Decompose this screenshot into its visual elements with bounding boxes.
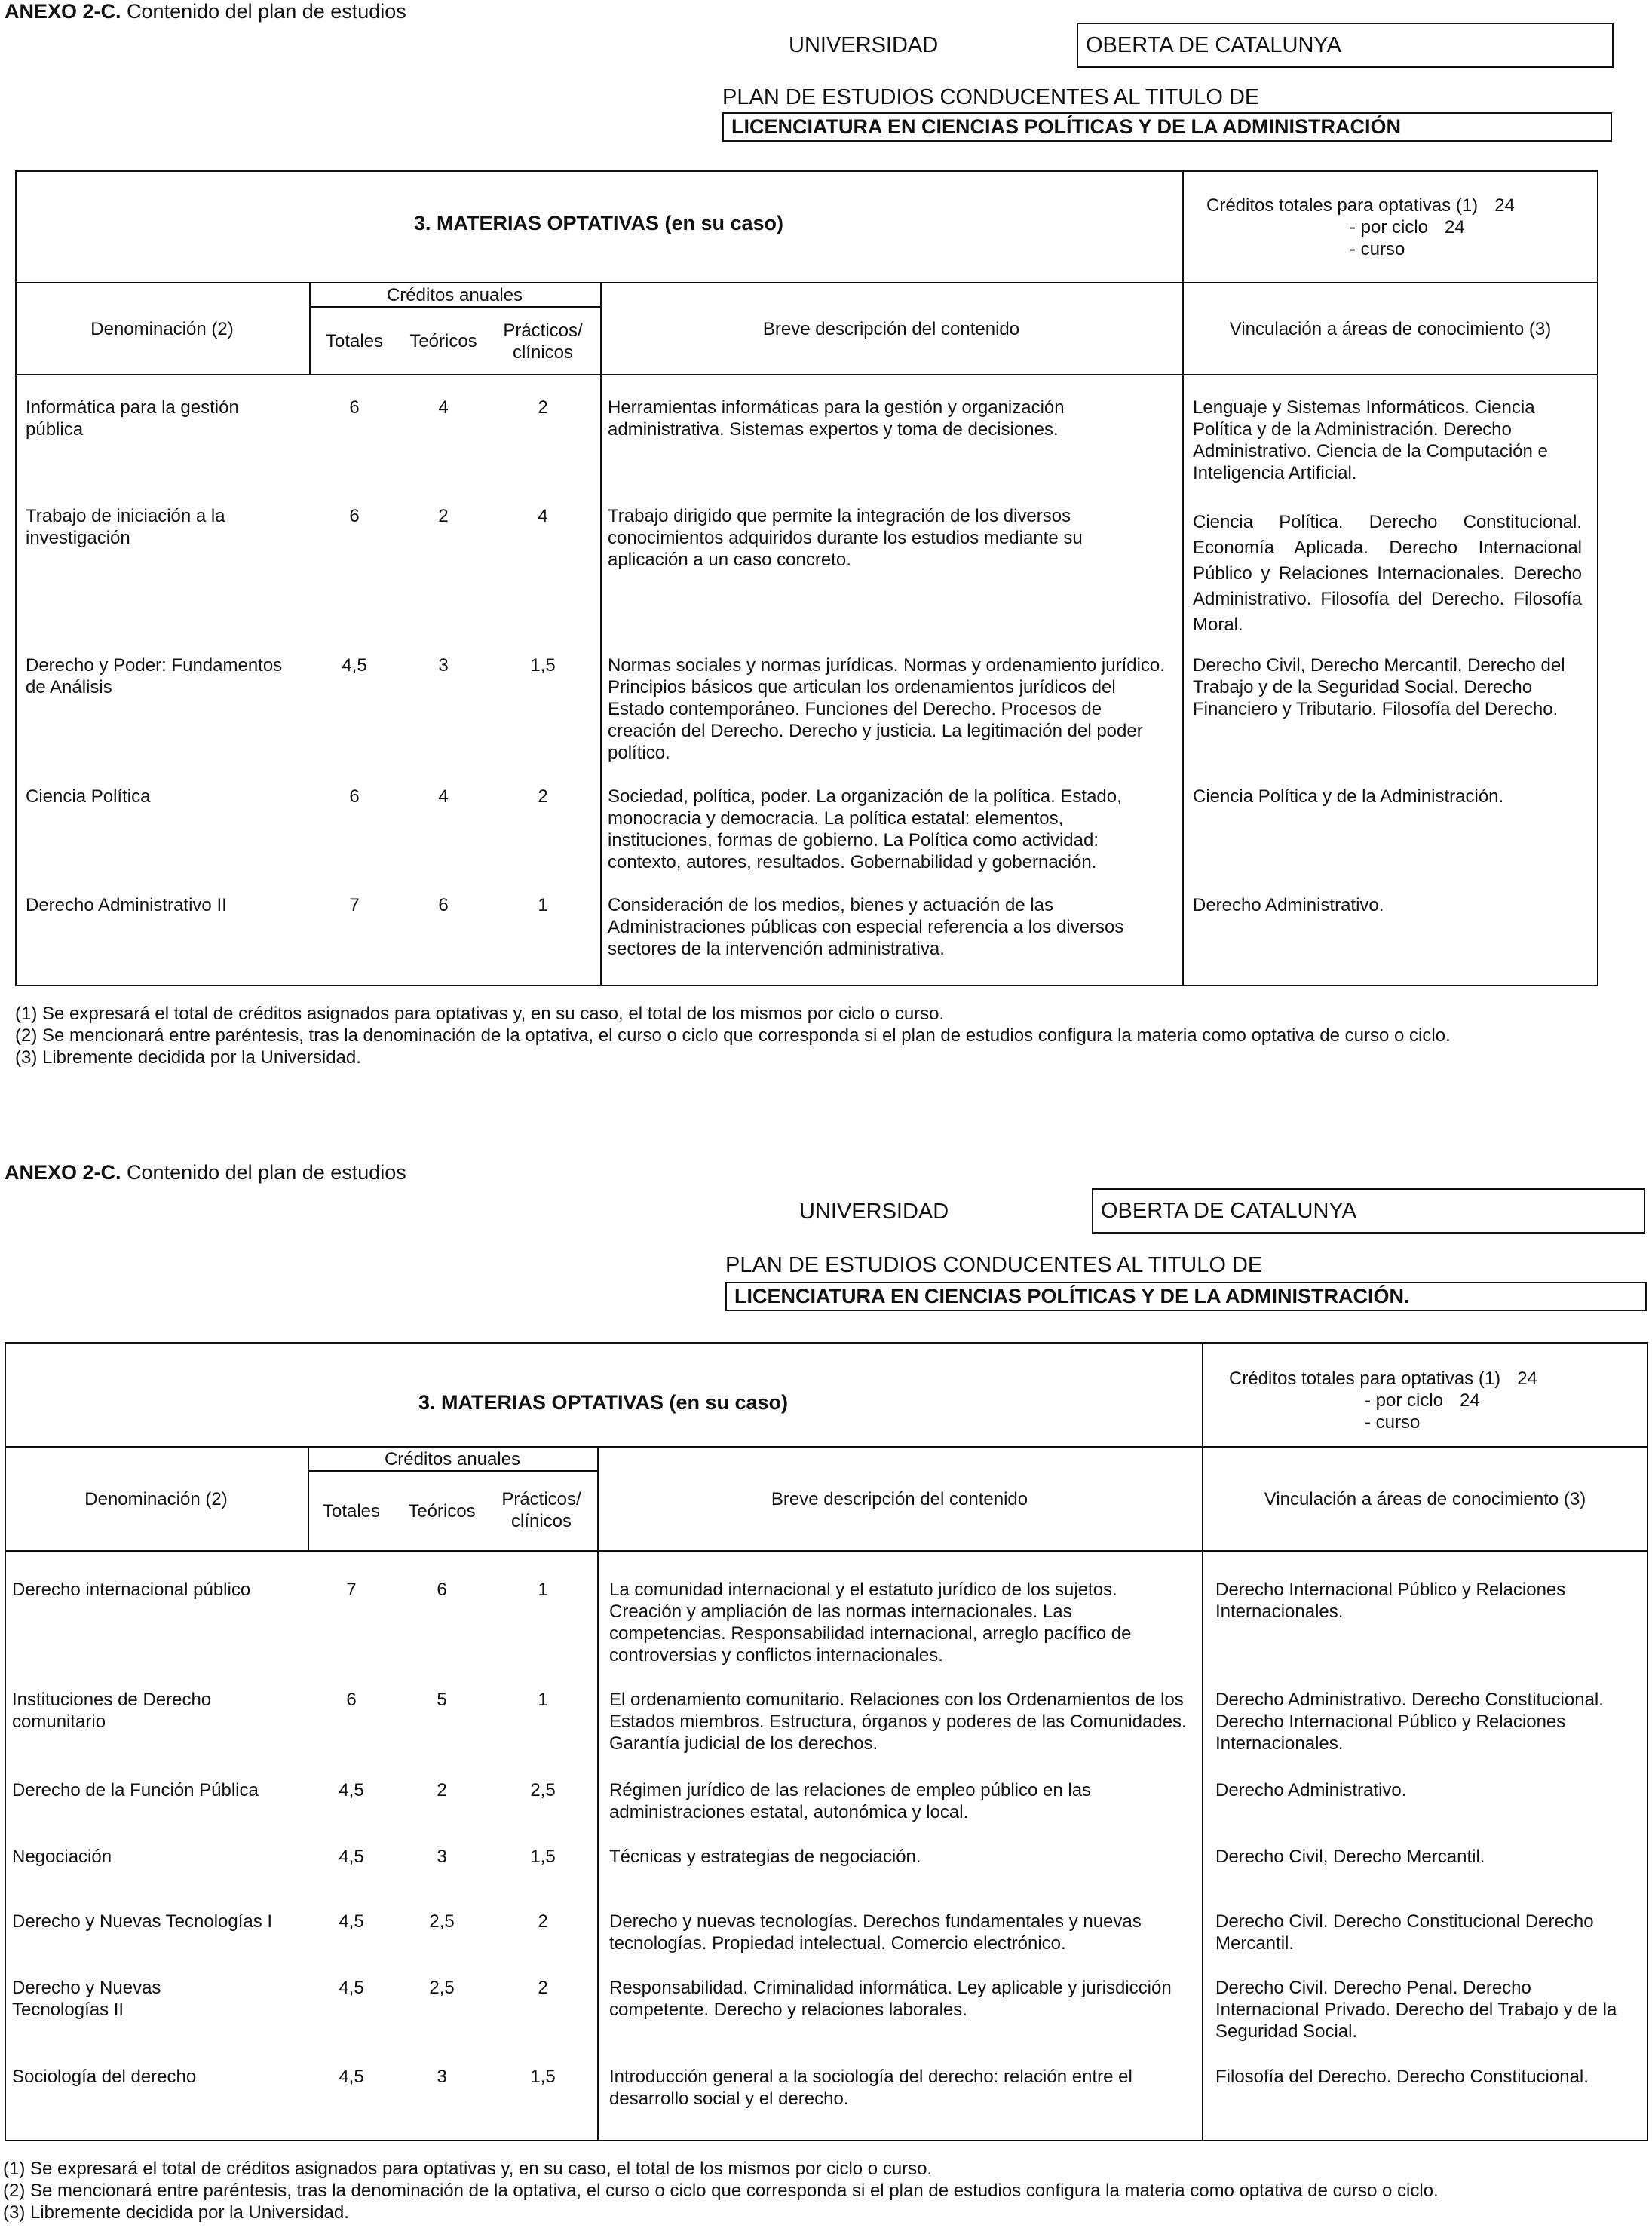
- row-practicos: 2: [538, 1911, 548, 1932]
- row-teoricos: 5: [437, 1690, 447, 1710]
- row-totales: 6: [349, 786, 360, 807]
- row-description: Sociedad, política, poder. La organización de la política. Estado, monocracia y democracia. La política estatal: elementos, instituciones, formas de gobierno. La Política como actividad: contexto, autores, resultados. Gobernabilidad y gobernación.: [608, 786, 1122, 872]
- annex-subtitle: Contenido del plan de estudios: [121, 1161, 406, 1184]
- plan-label: PLAN DE ESTUDIOS CONDUCENTES AL TITULO DE: [722, 85, 1260, 109]
- row-areas: Derecho Civil. Derecho Constitucional Derecho Mercantil.: [1215, 1911, 1594, 1954]
- row-totales: 4,5: [339, 1780, 364, 1800]
- row-practicos: 2: [538, 1978, 548, 1998]
- header-denominacion: Denominación (2): [90, 319, 234, 339]
- row-teoricos: 4: [438, 786, 449, 807]
- header-creditos-anuales: Créditos anuales: [386, 285, 523, 305]
- row-name: Instituciones de Derecho comunitario: [12, 1690, 212, 1732]
- per-cycle-value: 24: [1460, 1390, 1480, 1411]
- credits-value: 24: [1517, 1368, 1537, 1389]
- row-areas: Derecho Administrativo. Derecho Constitucional. Derecho Internacional Público y Relaciones Internacionales.: [1215, 1690, 1604, 1754]
- header-totales: Totales: [325, 331, 384, 351]
- footnote-1: (1) Se expresará el total de créditos asignados para optativas y, en su caso, el total de los mismos por ciclo o curso.: [15, 1004, 945, 1024]
- degree-title-box: LICENCIATURA EN CIENCIAS POLÍTICAS Y DE LA ADMINISTRACIÓN.: [725, 1282, 1647, 1311]
- row-areas: Ciencia Política y de la Administración.: [1193, 786, 1504, 807]
- credits-label: Créditos totales para optativas (1): [1206, 195, 1479, 216]
- section-title: 3. MATERIAS OPTATIVAS (en su caso): [418, 1391, 789, 1414]
- row-name: Derecho y Nuevas Tecnologías I: [12, 1911, 273, 1932]
- header-denominacion: Denominación (2): [84, 1489, 228, 1509]
- per-course-label: - curso: [1365, 1412, 1421, 1433]
- row-totales: 6: [346, 1690, 357, 1710]
- annex-subtitle: Contenido del plan de estudios: [121, 0, 406, 23]
- row-name: Derecho Administrativo II: [26, 895, 227, 915]
- row-areas: Derecho Civil. Derecho Penal. Derecho Internacional Privado. Derecho del Trabajo y de la Seguridad Social.: [1215, 1978, 1617, 2042]
- university-name-box: OBERTA DE CATALUNYA: [1092, 1188, 1645, 1234]
- row-areas: Derecho Internacional Público y Relaciones Internacionales.: [1215, 1580, 1566, 1622]
- per-cycle-label: - por ciclo: [1350, 217, 1429, 238]
- row-practicos: 1: [538, 895, 548, 915]
- university-label: UNIVERSIDAD: [799, 1200, 949, 1224]
- row-totales: 4,5: [342, 655, 367, 676]
- credits-label: Créditos totales para optativas (1): [1229, 1368, 1501, 1389]
- per-cycle-label: - por ciclo: [1365, 1390, 1444, 1411]
- row-description: Responsabilidad. Criminalidad informática. Ley aplicable y jurisdicción competente. Derecho y relaciones laborales.: [609, 1978, 1172, 2020]
- row-teoricos: 2: [437, 1780, 447, 1800]
- row-name: Trabajo de iniciación a la investigación: [26, 506, 225, 548]
- header-vinculacion: Vinculación a áreas de conocimiento (3): [1229, 319, 1552, 339]
- annex-label: ANEXO 2-C.: [5, 0, 121, 23]
- row-practicos: 2: [538, 786, 548, 807]
- per-cycle-value: 24: [1445, 217, 1465, 238]
- row-name: Derecho y Nuevas Tecnologías II: [12, 1978, 161, 2020]
- footnote-3: (3) Libremente decidida por la Universidad.: [3, 2202, 349, 2223]
- header-practicos: Prácticos/ clínicos: [501, 1489, 581, 1531]
- row-totales: 7: [349, 895, 360, 915]
- row-areas: Derecho Civil, Derecho Mercantil, Derecho del Trabajo y de la Seguridad Social. Derecho Financiero y Tributario. Filosofía del Derecho.: [1193, 655, 1565, 719]
- row-practicos: 1: [538, 1580, 548, 1600]
- footnotes: [3, 2158, 1624, 2223]
- footnote-2: (2) Se mencionará entre paréntesis, tras la denominación de la optativa, el curso o ciclo que corresponda si el plan de estudios configura la materia como optativa de curso o ciclo.: [3, 2180, 1439, 2201]
- row-totales: 6: [349, 506, 360, 526]
- row-description: La comunidad internacional y el estatuto jurídico de los sujetos. Creación y ampliación de las normas internacionales. Las competencias. Responsabilidad internacional, arreglo pacífico de controversias y conflictos internacionales.: [609, 1580, 1132, 1666]
- row-description: Trabajo dirigido que permite la integración de los diversos conocimientos adquiridos durante los estudios mediante su aplicación a un caso concreto.: [608, 506, 1083, 570]
- row-teoricos: 2,5: [429, 1911, 455, 1932]
- row-areas: Derecho Administrativo.: [1215, 1780, 1407, 1800]
- row-practicos: 1,5: [530, 655, 556, 676]
- per-course-label: - curso: [1350, 239, 1405, 259]
- credits-value: 24: [1494, 195, 1515, 216]
- row-description: Régimen jurídico de las relaciones de empleo público en las administraciones estatal, autonómica y local.: [609, 1780, 1092, 1822]
- row-name: Derecho de la Función Pública: [12, 1780, 259, 1800]
- header-descripcion: Breve descripción del contenido: [771, 1489, 1028, 1509]
- row-teoricos: 2,5: [429, 1978, 455, 1998]
- row-teoricos: 6: [438, 895, 449, 915]
- row-practicos: 1,5: [530, 2067, 556, 2087]
- row-name: Derecho internacional público: [12, 1580, 251, 1600]
- row-areas: Ciencia Política. Derecho Constitucional. Economía Aplicada. Derecho Internacional Público y Relaciones Internacionales. Derecho Administrativo. Filosofía del Derecho. Filosofía Moral.: [1193, 512, 1582, 635]
- row-description: Introducción general a la sociología del derecho: relación entre el desarrollo social y el derecho.: [609, 2067, 1132, 2109]
- row-totales: 4,5: [339, 2067, 364, 2087]
- header-teoricos: Teóricos: [409, 331, 477, 351]
- footnotes: [15, 1003, 1636, 1068]
- section-title: 3. MATERIAS OPTATIVAS (en su caso): [413, 212, 784, 234]
- header-creditos-anuales: Créditos anuales: [384, 1449, 521, 1469]
- annex-heading: [5, 1161, 406, 1184]
- annex-heading: [5, 0, 406, 23]
- row-name: Informática para la gestión pública: [26, 397, 239, 440]
- row-description: Técnicas y estrategias de negociación.: [609, 1846, 921, 1867]
- annex-label: ANEXO 2-C.: [5, 1161, 121, 1184]
- row-totales: 4,5: [339, 1978, 364, 1998]
- row-practicos: 4: [538, 506, 548, 526]
- header-descripcion: Breve descripción del contenido: [762, 319, 1020, 339]
- row-teoricos: 6: [437, 1580, 447, 1600]
- row-areas: Lenguaje y Sistemas Informáticos. Ciencia Política y de la Administración. Derecho Administrativo. Ciencia de la Computación e Inteligencia Artificial.: [1193, 397, 1548, 483]
- row-teoricos: 4: [438, 397, 449, 418]
- row-teoricos: 3: [437, 1846, 447, 1867]
- row-practicos: 1,5: [530, 1846, 556, 1867]
- credits-block: [1206, 195, 1583, 260]
- degree-title-box: LICENCIATURA EN CIENCIAS POLÍTICAS Y DE LA ADMINISTRACIÓN: [722, 112, 1612, 142]
- row-name: Negociación: [12, 1846, 112, 1867]
- row-areas: Filosofía del Derecho. Derecho Constitucional.: [1215, 2067, 1589, 2087]
- row-name: Sociología del derecho: [12, 2067, 197, 2087]
- row-description: Normas sociales y normas jurídicas. Normas y ordenamiento jurídico. Principios básicos que articulan los ordenamientos jurídicos del Estado contemporáneo. Funciones del Derecho. Procesos de creación del Derecho. Derecho y justicia. La legitimación del poder político.: [608, 655, 1165, 763]
- row-name: Derecho y Poder: Fundamentos de Análisis: [26, 655, 283, 697]
- header-vinculacion: Vinculación a áreas de conocimiento (3): [1264, 1489, 1586, 1509]
- footnote-2: (2) Se mencionará entre paréntesis, tras la denominación de la optativa, el curso o ciclo que corresponda si el plan de estudios configura la materia como optativa de curso o ciclo.: [15, 1025, 1451, 1046]
- row-totales: 4,5: [339, 1846, 364, 1867]
- plan-label: PLAN DE ESTUDIOS CONDUCENTES AL TITULO DE: [725, 1253, 1263, 1277]
- row-description: Derecho y nuevas tecnologías. Derechos fundamentales y nuevas tecnologías. Propiedad intelectual. Comercio electrónico.: [609, 1911, 1142, 1954]
- row-areas: Derecho Administrativo.: [1193, 895, 1384, 915]
- row-totales: 4,5: [339, 1911, 364, 1932]
- row-teoricos: 3: [438, 655, 449, 676]
- row-totales: 7: [346, 1580, 357, 1600]
- university-label: UNIVERSIDAD: [789, 33, 939, 57]
- row-practicos: 2: [538, 397, 548, 418]
- credits-block: [1229, 1368, 1621, 1433]
- row-description: Herramientas informáticas para la gestión y organización administrativa. Sistemas expertos y toma de decisiones.: [608, 397, 1065, 440]
- row-description: Consideración de los medios, bienes y actuación de las Administraciones públicas con especial referencia a los diversos sectores de la intervención administrativa.: [608, 895, 1124, 959]
- header-teoricos: Teóricos: [408, 1501, 476, 1522]
- row-description: El ordenamiento comunitario. Relaciones con los Ordenamientos de los Estados miembros. Estructura, órganos y poderes de las Comunidades. Garantía judicial de los derechos.: [609, 1690, 1187, 1754]
- header-totales: Totales: [322, 1501, 381, 1522]
- row-areas: Derecho Civil, Derecho Mercantil.: [1215, 1846, 1485, 1867]
- row-teoricos: 2: [438, 506, 449, 526]
- row-practicos: 2,5: [530, 1780, 556, 1800]
- footnote-1: (1) Se expresará el total de créditos asignados para optativas y, en su caso, el total de los mismos por ciclo o curso.: [3, 2159, 933, 2179]
- row-practicos: 1: [538, 1690, 548, 1710]
- row-name: Ciencia Política: [26, 786, 151, 807]
- university-name-box: OBERTA DE CATALUNYA: [1077, 23, 1614, 68]
- footnote-3: (3) Libremente decidida por la Universidad.: [15, 1047, 361, 1068]
- row-totales: 6: [349, 397, 360, 418]
- header-practicos: Prácticos/ clínicos: [503, 320, 583, 363]
- row-teoricos: 3: [437, 2067, 447, 2087]
